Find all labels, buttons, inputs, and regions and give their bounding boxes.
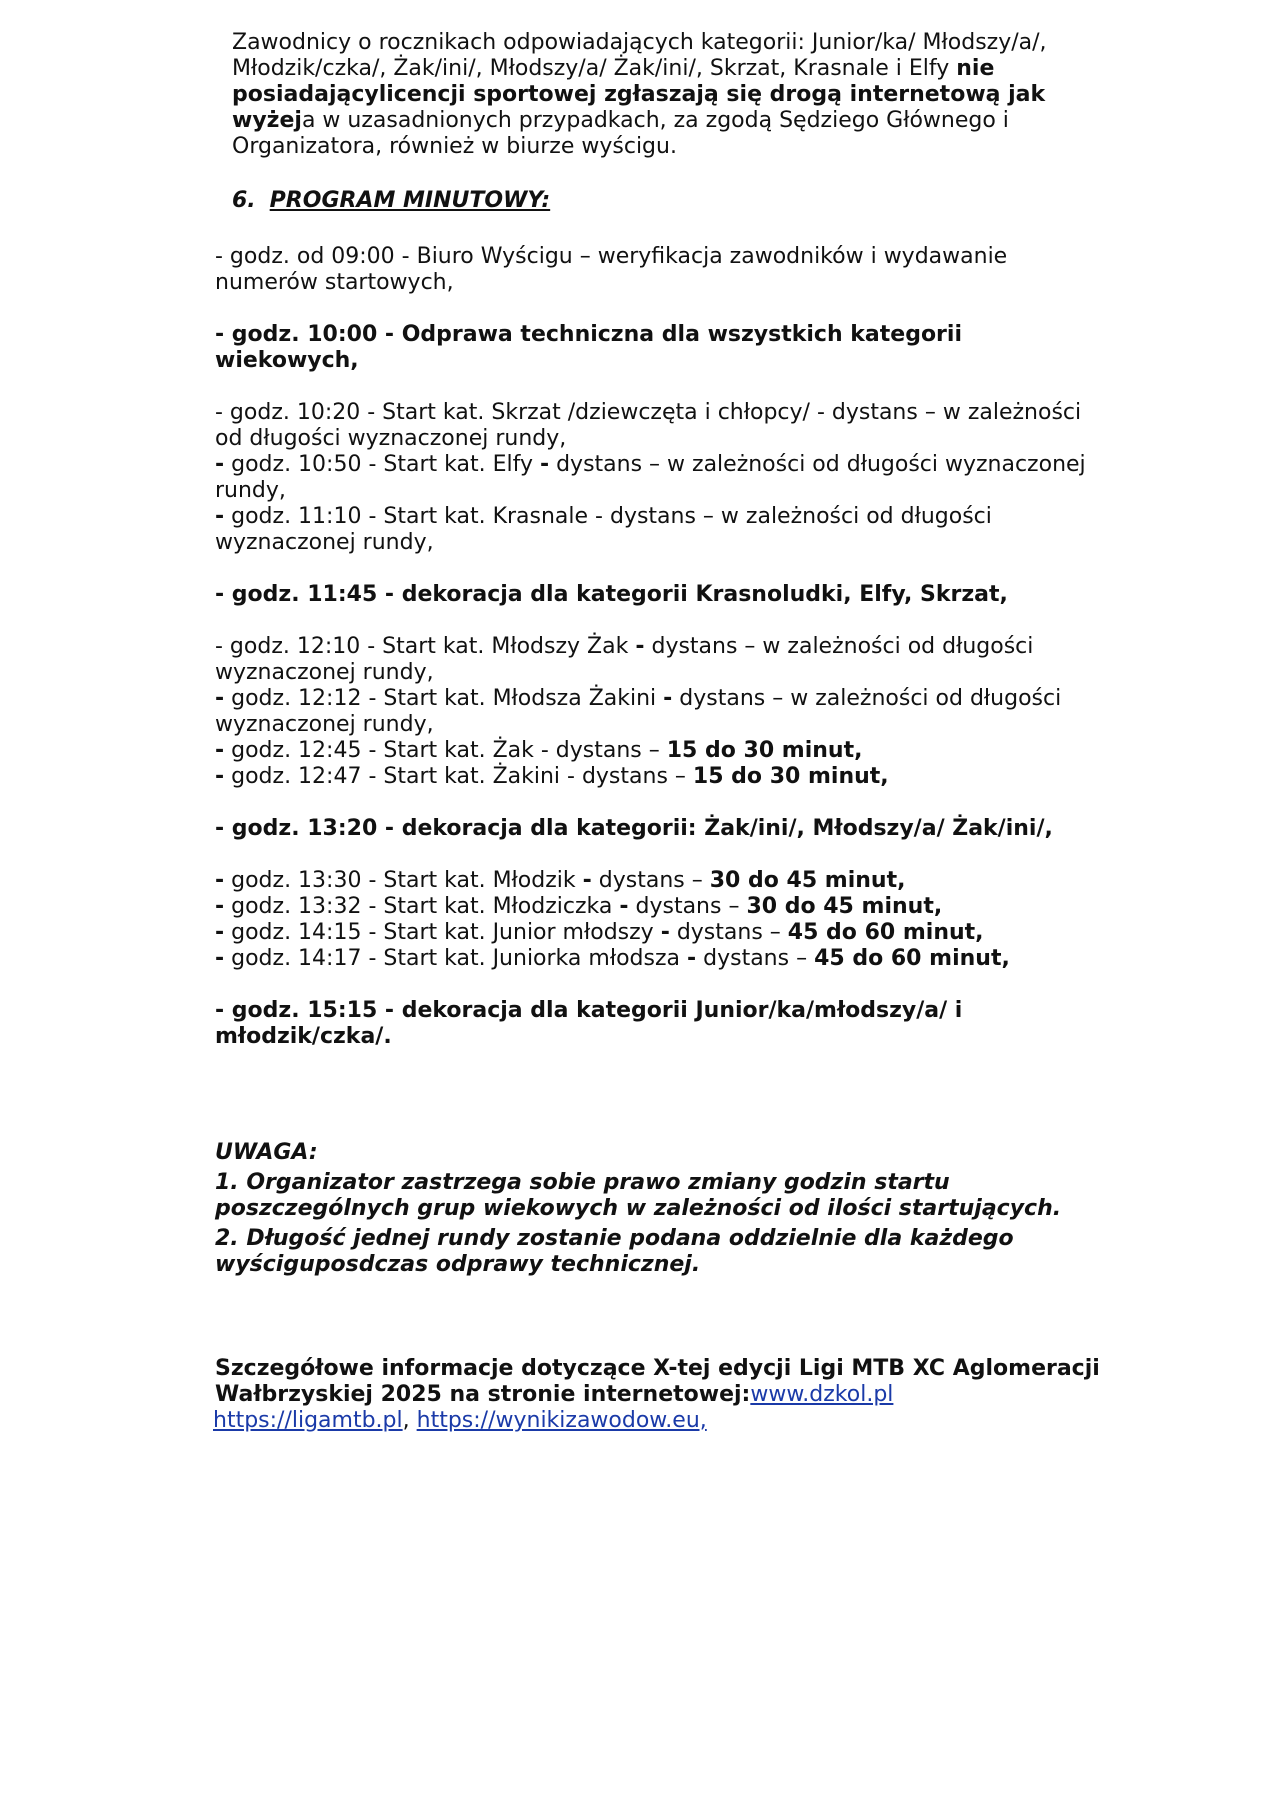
schedule-entry-text: godz. 12:47 - Start kat. Żakini - dystans – (224, 764, 693, 789)
intro-text-bold: nie posiadającylicencji sportowej zgłaszają się drogą internetową jak wyżej (232, 56, 1046, 133)
note-item-1: 1. Organizator zastrzega sobie prawo zmiany godzin startu poszczególnych grup wiekowych w zależności od ilości startujących. (215, 1170, 1062, 1221)
link-dzkol[interactable]: www.dzkol.pl (750, 1382, 894, 1407)
schedule-entry-text: - (215, 868, 225, 893)
intro-text-plain-2: a w uzasadnionych przypadkach, za zgodą Sędziego Głównego i Organizatora, również w biurze wyścigu. (232, 108, 1009, 159)
schedule-entry-text: - (660, 920, 670, 945)
schedule-group (215, 400, 1095, 556)
section-heading (232, 188, 550, 214)
schedule-entry (215, 244, 1095, 296)
schedule-entry (215, 946, 1095, 972)
section-number: 6. (232, 188, 256, 213)
schedule-entry-text: 15 do 30 minut, (692, 764, 889, 789)
schedule-entry (215, 452, 1095, 504)
schedule-entry (215, 582, 1095, 608)
link-ligamtb[interactable]: https://ligamtb.pl (213, 1408, 403, 1433)
schedule-entry (215, 816, 1095, 842)
schedule-group (215, 868, 1095, 972)
schedule-entry-text: godz. 12:12 - Start kat. Młodsza Żakini (224, 686, 664, 711)
schedule-entry (215, 998, 1095, 1050)
schedule-entry-text: godz. 10:50 - Start kat. Elfy (224, 452, 540, 477)
schedule-entry-text: - (215, 504, 225, 529)
intro-paragraph (232, 30, 1092, 160)
schedule-group (215, 582, 1095, 608)
notes-section (215, 1140, 1095, 1278)
schedule-entry-text: - (215, 686, 225, 711)
schedule-entry (215, 400, 1095, 452)
schedule-entry-text: dystans – (696, 946, 815, 971)
section-title: PROGRAM MINUTOWY: (269, 188, 551, 213)
schedule-entry-text: dystans – w zależności od długości wyznaczonej rundy, (215, 686, 1062, 737)
schedule-entry-text: - godz. 10:20 - Start kat. Skrzat /dziewczęta i chłopcy/ - dystans – w zależności od długości wyznaczonej rundy, (215, 400, 1082, 451)
schedule-entry-text: - (215, 946, 225, 971)
schedule-group (215, 322, 1095, 374)
schedule-entry-text: dystans – w zależności od długości wyznaczonej rundy, (215, 452, 1086, 503)
schedule-entry-text: 30 do 45 minut, (746, 894, 943, 919)
schedule-entry (215, 868, 1095, 894)
schedule-entry (215, 504, 1095, 556)
schedule-entry-text: - (215, 920, 225, 945)
schedule-entry-text: - (215, 764, 225, 789)
schedule-entry-text: dystans – (628, 894, 747, 919)
schedule-entry-text: 45 do 60 minut, (814, 946, 1010, 971)
schedule-entry-text: - godz. 13:20 - dekoracja dla kategorii: Żak/ini/, Młodszy/a/ Żak/ini/, (215, 816, 1053, 841)
schedule-entry-text: godz. 11:10 - Start kat. Krasnale - dystans – w zależności od długości wyznaczonej rundy, (215, 504, 992, 555)
schedule-entry-text: - (686, 946, 697, 971)
schedule-entry-text: godz. 14:15 - Start kat. Junior młodszy (224, 920, 661, 945)
schedule-entry-text: - godz. 12:10 - Start kat. Młodszy Żak (215, 634, 636, 659)
schedule-entry-text: - (215, 894, 225, 919)
schedule-entry-text: 45 do 60 minut, (787, 920, 984, 945)
schedule-entry-text: - (619, 894, 629, 919)
schedule-group (215, 634, 1095, 790)
notes-heading: UWAGA: (215, 1140, 318, 1165)
schedule-entry-text: 30 do 45 minut, (709, 868, 906, 893)
schedule-list (215, 244, 1095, 1076)
schedule-group (215, 816, 1095, 842)
schedule-entry-text: - (539, 452, 550, 477)
schedule-entry-text: dystans – (669, 920, 788, 945)
link-wynikizawodow[interactable]: https://wynikizawodow.eu, (416, 1408, 707, 1433)
schedule-entry-text: dystans – w zależności od długości wyznaczonej rundy, (215, 634, 1034, 685)
footer-text: Szczegółowe informacje dotyczące X-tej edycji Ligi MTB XC Aglomeracji Wałbrzyskiej 2025 na stronie internetowej: (215, 1356, 1100, 1407)
schedule-entry-text: - (635, 634, 645, 659)
note-item-2: 2. Długość jednej rundy zostanie podana oddzielnie dla każdego wyściguposdczas odprawy technicznej. (215, 1226, 1014, 1277)
schedule-entry-text: dystans – (591, 868, 710, 893)
schedule-entry-text: - (215, 452, 225, 477)
schedule-group (215, 998, 1095, 1050)
schedule-entry-text: godz. 12:45 - Start kat. Żak - dystans – (224, 738, 667, 763)
schedule-entry (215, 894, 1095, 920)
schedule-entry-text: - (663, 686, 673, 711)
schedule-entry-text: - godz. 10:00 - Odprawa techniczna dla wszystkich kategorii wiekowych, (215, 322, 962, 373)
schedule-entry-text: godz. 13:32 - Start kat. Młodziczka (224, 894, 620, 919)
schedule-group (215, 244, 1095, 296)
schedule-entry-text: - godz. od 09:00 - Biuro Wyścigu – weryfikacja zawodników i wydawanie numerów startowych, (215, 244, 1008, 295)
schedule-entry (215, 920, 1095, 946)
schedule-entry (215, 322, 1095, 374)
schedule-entry-text: - godz. 15:15 - dekoracja dla kategorii Junior/ka/młodszy/a/ i młodzik/czka/. (215, 998, 963, 1049)
schedule-entry-text: 15 do 30 minut, (666, 738, 863, 763)
link-separator: , (402, 1408, 417, 1433)
schedule-entry-text: - (582, 868, 592, 893)
schedule-entry-text: - (215, 738, 225, 763)
footer-links (213, 1408, 707, 1433)
schedule-entry-text: godz. 13:30 - Start kat. Młodzik (224, 868, 583, 893)
footer-info (215, 1356, 1115, 1434)
schedule-entry (215, 738, 1095, 764)
schedule-entry (215, 686, 1095, 738)
schedule-entry (215, 634, 1095, 686)
schedule-entry-text: - godz. 11:45 - dekoracja dla kategorii Krasnoludki, Elfy, Skrzat, (215, 582, 1008, 607)
intro-text-plain-1: Zawodnicy o rocznikach odpowiadających kategorii: Junior/ka/ Młodszy/a/, Młodzik/czka/, Żak/ini/, Młodszy/a/ Żak/ini/, Skrzat, Krasnale i Elfy (232, 30, 1047, 81)
schedule-entry-text: godz. 14:17 - Start kat. Juniorka młodsza (224, 946, 687, 971)
schedule-entry (215, 764, 1095, 790)
